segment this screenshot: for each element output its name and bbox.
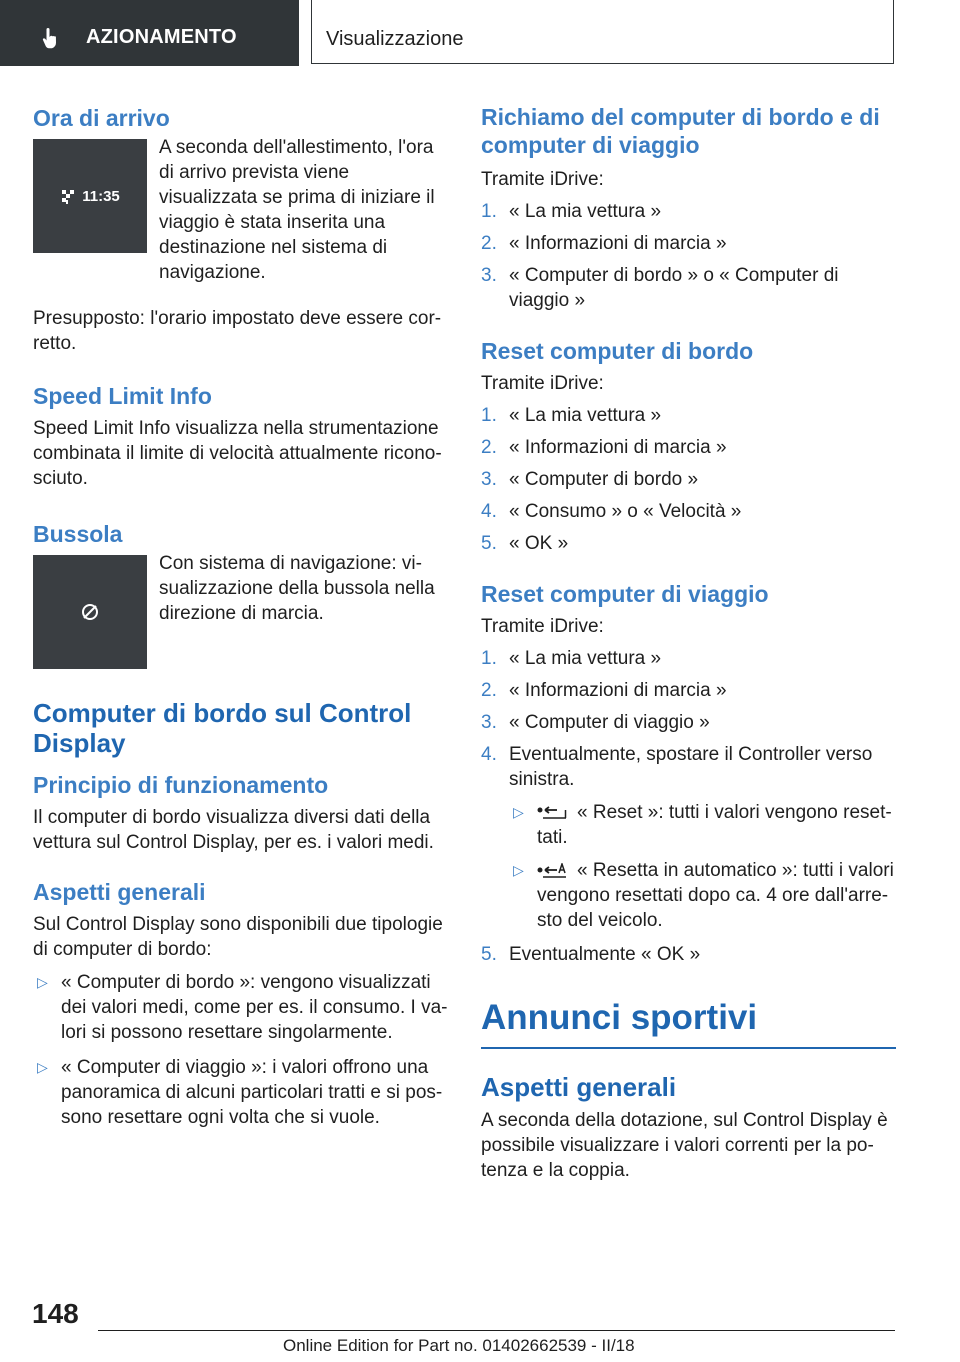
list-item: 3. « Computer di bordo » o « Computer di viaggio » <box>481 265 839 311</box>
triangle-bullet-icon: ▷ <box>37 1059 48 1075</box>
list-item: 4. Eventualmente, spostare il Controller verso sinistra. ▷ « Reset »: tutti i valori vengono resettati. ▷ « Resetta in automatico »: tutti i valori vengono resettati dopo ca. 4 ore dall'arresto del veicolo. <box>481 742 896 933</box>
bussola-block <box>33 555 448 669</box>
ora-body: A seconda dell'allestimento, l'ora di arrivo prevista viene visualizzata se prima di iniziare il viaggio è stata inserita una destinazione nel sistema di navigazione. <box>159 137 435 283</box>
reset-viaggio-steps <box>481 646 896 967</box>
ora-block <box>33 139 448 285</box>
list-item: ▷ « Computer di viaggio »: i valori offrono una panoramica di alcuni particolari tratti e si possono resettare ogni volta che si vuole. <box>37 1057 443 1128</box>
divider <box>481 1047 896 1049</box>
destination-flag-icon <box>60 188 76 204</box>
left-column <box>33 100 448 1130</box>
ora-title: Ora di arrivo <box>33 105 170 131</box>
list-item: ▷ « Reset »: tutti i valori vengono resettati. <box>513 802 892 848</box>
aspetti-body: Sul Control Display sono disponibili due tipologie di computer di bordo: <box>33 914 443 960</box>
reset-options-list <box>509 800 896 933</box>
chapter-tab <box>311 0 894 64</box>
chapter-title: Visualizzazione <box>326 28 464 50</box>
list-item: 1. « La mia vettura » <box>481 405 662 426</box>
richiamo-steps <box>481 199 896 313</box>
computer-title: Computer di bordo sul Control Display <box>33 698 412 758</box>
reset-icon <box>537 805 567 821</box>
richiamo-intro: Tramite iDrive: <box>481 169 604 190</box>
edition-text: Online Edition for Part no. 01402662539 - II/18 <box>283 1336 635 1355</box>
reset-bordo-title: Reset computer di bordo <box>481 338 754 364</box>
aspetti-title: Aspetti generali <box>33 879 206 905</box>
computer-types-list <box>33 970 448 1130</box>
speed-body: Speed Limit Info visualizza nella strumentazione combinata il limite di velocità attualmente riconosciuto. <box>33 418 442 489</box>
list-item: 3. « Computer di viaggio » <box>481 712 710 733</box>
section-title: AZIONAMENTO <box>86 26 237 48</box>
section-tab <box>0 0 299 66</box>
list-item: 1. « La mia vettura » <box>481 648 662 669</box>
principio-body: Il computer di bordo visualizza diversi dati della vettura sul Control Display, per es. i valori medi. <box>33 807 434 853</box>
list-item: 4. « Consumo » o « Velocità » <box>481 501 742 522</box>
triangle-bullet-icon: ▷ <box>37 974 48 990</box>
page-number: 148 <box>32 1298 79 1329</box>
list-item: 1. « La mia vettura » <box>481 201 662 222</box>
annunci-aspetti-title: Aspetti generali <box>481 1071 677 1102</box>
reset-bordo-intro: Tramite iDrive: <box>481 373 604 394</box>
list-item: 2. « Informazioni di marcia » <box>481 437 727 458</box>
annunci-body: A seconda della dotazione, sul Control Display è possibile visualizzare i valori correnti per la potenza e la coppia. <box>481 1109 888 1181</box>
compass-icon <box>80 602 100 622</box>
reset-viaggio-intro: Tramite iDrive: <box>481 616 604 637</box>
arrival-time-image <box>33 139 147 253</box>
list-item: 3. « Computer di bordo » <box>481 469 699 490</box>
list-item: 5. Eventualmente « OK » <box>481 944 701 965</box>
footer-divider <box>98 1330 895 1331</box>
richiamo-title: Richiamo del computer di bordo e di computer di viaggio <box>481 104 880 158</box>
list-item: 5. « OK » <box>481 533 569 554</box>
reset-viaggio-title: Reset computer di viaggio <box>481 581 769 607</box>
reset-bordo-steps <box>481 403 896 556</box>
list-item: 2. « Informazioni di marcia » <box>481 233 727 254</box>
principio-title: Principio di funzionamento <box>33 772 329 798</box>
list-item: ▷ « Computer di bordo »: vengono visualizzati dei valori medi, come per es. il consumo. I valori si possono resettare singolarmente. <box>37 972 448 1043</box>
ora-prereq: Presupposto: l'orario impostato deve essere corretto. <box>33 308 442 354</box>
page-header <box>0 0 960 66</box>
list-item: ▷ « Resetta in automatico »: tutti i valori vengono resettati dopo ca. 4 ore dall'arresto del veicolo. <box>513 860 894 931</box>
list-item: 2. « Informazioni di marcia » <box>481 680 727 701</box>
speed-title: Speed Limit Info <box>33 383 212 409</box>
right-column <box>481 100 896 1183</box>
annunci-title: Annunci sportivi <box>481 998 758 1037</box>
auto-reset-icon <box>537 863 567 879</box>
compass-image <box>33 555 147 669</box>
arrival-time-value: 11:35 <box>82 187 120 205</box>
bussola-title: Bussola <box>33 521 123 547</box>
hand-pointer-icon <box>40 26 64 50</box>
bussola-body: Con sistema di navigazione: visualizzazione della bussola nella direzione di marcia. <box>159 553 435 624</box>
